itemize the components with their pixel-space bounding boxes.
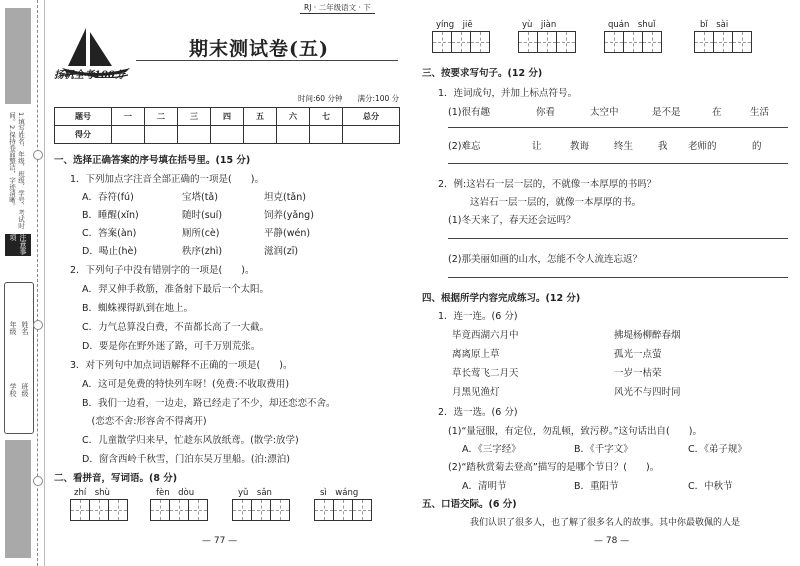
margin-notice-label: 注意事项 bbox=[5, 234, 31, 256]
q1-option: 平静(wén) bbox=[264, 228, 311, 239]
writing-grid[interactable] bbox=[694, 31, 751, 53]
binding-hole bbox=[33, 320, 43, 330]
word-chip: 让 bbox=[532, 141, 542, 152]
writing-grid[interactable] bbox=[232, 499, 289, 521]
score-input-cell[interactable] bbox=[178, 126, 211, 144]
score-input-cell[interactable] bbox=[145, 126, 178, 144]
choice-option[interactable]: C．《弟子规》 bbox=[688, 444, 747, 455]
q1-option: 饲养(yǎng) bbox=[264, 210, 314, 221]
margin-notice-text: 1.填写姓名、年级、班级、学号、考试时间。2.保持卷面整洁，字迹清晰。 bbox=[8, 112, 25, 229]
match-right-item[interactable]: 孤光一点萤 bbox=[614, 349, 662, 360]
q3-option: A．这可是免费的特快列车呀！(免费:不收取费用) bbox=[82, 379, 290, 390]
pinyin-label: yǔ sǎn bbox=[238, 488, 272, 498]
pinyin-label: zhí shù bbox=[74, 488, 110, 498]
binding-hole bbox=[33, 476, 43, 486]
word-chip: 终生 bbox=[614, 141, 634, 152]
margin-grey-block-bottom bbox=[5, 440, 31, 558]
title-divider bbox=[136, 60, 398, 61]
s4-q2-item: (1)“量冠服，有定位，勿乱顿，致污秽。”这句话出自( )。 bbox=[448, 426, 702, 437]
score-cell: 六 bbox=[277, 108, 310, 126]
s3-q2-item: (2)那美丽如画的山水，怎能不令人流连忘返？ bbox=[448, 254, 642, 265]
q1-option: 宝塔(tǎ) bbox=[182, 192, 218, 203]
score-table-header-row bbox=[55, 108, 400, 126]
word-chip: 太空中 bbox=[590, 107, 619, 118]
pinyin-label: sì wáng bbox=[320, 488, 359, 498]
q2-option: A．羿又伸手救筋，准备射下最后一个太阳。 bbox=[82, 284, 269, 295]
writing-grid[interactable] bbox=[314, 499, 371, 521]
header-tag: RJ · 二年级语文 · 下 bbox=[300, 2, 375, 14]
score-cell: 五 bbox=[244, 108, 277, 126]
section3-title: 三、按要求写句子。(12 分) bbox=[422, 68, 543, 79]
word-chip: 教诲 bbox=[570, 141, 590, 152]
match-left-item[interactable]: 月黑见渔灯 bbox=[452, 387, 500, 398]
q1-option: 厕所(cè) bbox=[182, 228, 220, 239]
pinyin-label: yù jiàn bbox=[522, 20, 557, 30]
score-cell: 二 bbox=[145, 108, 178, 126]
q2-option: D．要是你在野外迷了路，可千万别荒张。 bbox=[82, 341, 261, 352]
match-left-item[interactable]: 离离原上草 bbox=[452, 349, 500, 360]
writing-grid[interactable] bbox=[518, 31, 575, 53]
choice-option[interactable]: A．《三字经》 bbox=[462, 444, 521, 455]
section2-title: 二、看拼音，写词语。(8 分) bbox=[54, 473, 178, 484]
match-right-item[interactable]: 拂堤杨柳醉春烟 bbox=[614, 330, 681, 341]
binding-hole bbox=[33, 150, 43, 160]
score-cell: 七 bbox=[310, 108, 343, 126]
pinyin-label: quán shuǐ bbox=[608, 20, 656, 30]
q1-option: C．答案(àn) bbox=[82, 228, 137, 239]
pinyin-label: fèn dòu bbox=[156, 488, 195, 498]
s3-q2-stem: 2．例:这岩石一层一层的，不就像一本厚厚的书吗？ bbox=[438, 179, 657, 190]
q1-option: A．吞符(fú) bbox=[82, 192, 134, 203]
word-chip: 的 bbox=[752, 141, 762, 152]
q3-option: (恋恋不舍:形容舍不得离开) bbox=[82, 416, 207, 427]
score-cell: 总分 bbox=[343, 108, 400, 126]
writing-grid[interactable] bbox=[150, 499, 207, 521]
score-input-cell[interactable] bbox=[310, 126, 343, 144]
match-right-item[interactable]: 风光不与四时同 bbox=[614, 387, 681, 398]
answer-line[interactable] bbox=[448, 238, 788, 239]
q1-option: 滋润(zī) bbox=[264, 246, 299, 257]
score-input-cell[interactable] bbox=[244, 126, 277, 144]
q1-option: D．喝止(hè) bbox=[82, 246, 138, 257]
q3-option: B．我们一边看，一边走，路已经走了不少，却还恋恋不舍。 bbox=[82, 398, 336, 409]
s4-q1-stem: 1．连一连。(6 分) bbox=[438, 311, 518, 322]
q3-option: C．儿童散学归来早，忙趁东风放纸鸢。(散学:放学) bbox=[82, 435, 299, 446]
score-cell: 题号 bbox=[55, 108, 112, 126]
q2-option: B．蜘蛛裸得趴到在地上。 bbox=[82, 303, 194, 314]
writing-grid[interactable] bbox=[70, 499, 127, 521]
choice-option[interactable]: B．重阳节 bbox=[574, 481, 619, 492]
q1-option: 随时(suí) bbox=[182, 210, 223, 221]
answer-line[interactable] bbox=[448, 163, 788, 164]
binding-margin bbox=[0, 0, 45, 566]
match-left-item[interactable]: 草长莺飞二月天 bbox=[452, 368, 519, 379]
choice-option[interactable]: A．清明节 bbox=[462, 481, 507, 492]
s4-q2-item: (2)“踏秋赏菊去登高”描写的是哪个节日？( )。 bbox=[448, 462, 660, 473]
choice-option[interactable]: C．中秋节 bbox=[688, 481, 733, 492]
right-page bbox=[418, 0, 790, 566]
score-input-cell[interactable] bbox=[112, 126, 145, 144]
s4-q2-stem: 2．选一选。(6 分) bbox=[438, 407, 518, 418]
word-chip: 是不是 bbox=[652, 107, 681, 118]
page-number: — 78 — bbox=[594, 536, 630, 546]
pinyin-label: bǐ sài bbox=[700, 20, 729, 30]
name-label: 姓名 bbox=[21, 321, 29, 335]
brand-name: 扬帆全考100分 bbox=[54, 70, 125, 81]
q2-stem: 2．下列句子中没有错别字的一项是( )。 bbox=[70, 265, 255, 276]
section4-title: 四、根据所学内容完成练习。(12 分) bbox=[422, 293, 581, 304]
word-chip: (2)难忘 bbox=[448, 141, 481, 152]
word-chip: 在 bbox=[712, 107, 722, 118]
score-input-cell[interactable] bbox=[211, 126, 244, 144]
match-left-item[interactable]: 毕竟西湖六月中 bbox=[452, 330, 519, 341]
score-table-score-row bbox=[55, 126, 400, 144]
s3-q1-stem: 1．连词成句，并加上标点符号。 bbox=[438, 88, 578, 99]
score-label-cell: 得分 bbox=[55, 126, 112, 144]
s3-q2-item: (1)冬天来了，春天还会远吗？ bbox=[448, 215, 576, 226]
answer-line[interactable] bbox=[448, 127, 788, 128]
margin-grey-block-top bbox=[5, 8, 31, 104]
word-chip: 我 bbox=[658, 141, 668, 152]
q1-stem: 1．下列加点字注音全部正确的一项是( )。 bbox=[70, 174, 264, 185]
word-chip: 生活 bbox=[750, 107, 770, 118]
s5-prompt: 我们认识了很多人，也了解了很多名人的故事。其中你最敬佩的人是 bbox=[470, 518, 741, 528]
q2-option: C．力气总算没白费，不苗都长高了一大截。 bbox=[82, 322, 270, 333]
score-input-cell[interactable] bbox=[277, 126, 310, 144]
score-cell: 一 bbox=[112, 108, 145, 126]
class-label: 班级 bbox=[21, 383, 29, 397]
left-page bbox=[46, 0, 398, 566]
q3-stem: 3．对下列句中加点词语解释不正确的一项是( )。 bbox=[70, 360, 293, 371]
school-label: 学校 bbox=[9, 383, 17, 397]
page-title: 期末测试卷(五) bbox=[189, 38, 329, 60]
q1-option: 坦克(tǎn) bbox=[264, 192, 306, 203]
q1-option: B．睡醒(xǐn) bbox=[82, 210, 139, 221]
score-cell: 四 bbox=[211, 108, 244, 126]
match-right-item[interactable]: 一岁一枯荣 bbox=[614, 368, 662, 379]
score-table bbox=[54, 107, 400, 144]
student-info-box bbox=[4, 282, 34, 434]
writing-grid[interactable] bbox=[432, 31, 489, 53]
pinyin-label: yíng jiē bbox=[436, 20, 473, 30]
q1-option: 秩序(zhì) bbox=[182, 246, 223, 257]
score-cell: 三 bbox=[178, 108, 211, 126]
choice-option[interactable]: B．《千字文》 bbox=[574, 444, 633, 455]
section1-title: 一、选择正确答案的序号填在括号里。(15 分) bbox=[54, 155, 251, 166]
word-chip: 你看 bbox=[536, 107, 556, 118]
word-chip: (1)很有趣 bbox=[448, 107, 490, 118]
page-number: — 77 — bbox=[202, 536, 238, 546]
q3-option: D．窗含西岭千秋雪，门泊东吴万里船。(泊:漂泊) bbox=[82, 454, 290, 465]
writing-grid[interactable] bbox=[604, 31, 661, 53]
word-chip: 老师的 bbox=[688, 141, 717, 152]
answer-line[interactable] bbox=[448, 277, 788, 278]
s3-q2-example: 这岩石一层一层的，就像一本厚厚的书。 bbox=[470, 197, 642, 208]
time-info: 时间:60 分钟 满分:100 分 bbox=[298, 94, 400, 103]
grade-label: 年级 bbox=[9, 321, 17, 335]
section5-title: 五、口语交际。(6 分) bbox=[422, 499, 517, 510]
score-input-cell[interactable] bbox=[343, 126, 400, 144]
